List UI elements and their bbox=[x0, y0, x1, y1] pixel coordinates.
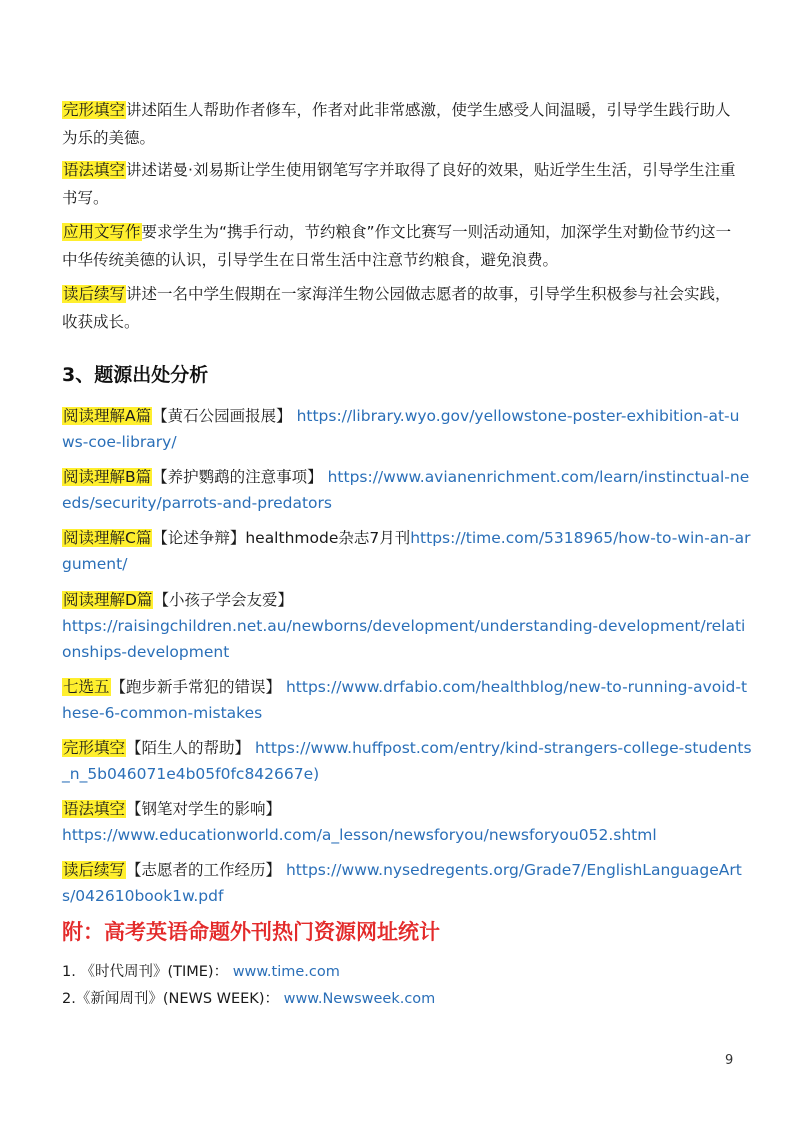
source-reading-c bbox=[62, 525, 752, 577]
source-seven-choose-five bbox=[62, 674, 752, 726]
summary-continuation bbox=[62, 280, 742, 336]
appendix-title: 附：高考英语命题外刊热门资源网址统计 bbox=[62, 920, 440, 944]
summary-text: 讲述一名中学生假期在一家海洋生物公园做志愿者的故事，引导学生积极参与社会实践，收获成长。 bbox=[62, 285, 731, 331]
magazine-label: 2.《新闻周刊》(NEWS WEEK)： bbox=[62, 991, 279, 1007]
source-cloze bbox=[62, 735, 752, 787]
tag-highlight: 完形填空 bbox=[63, 101, 126, 119]
source-title: 【论述争辩】healthmode杂志7月刊 bbox=[152, 529, 411, 547]
magazine-label: 1. 《时代周刊》(TIME)： bbox=[62, 964, 229, 980]
summary-grammar bbox=[62, 156, 742, 212]
magazine-link[interactable]: www.time.com bbox=[232, 964, 340, 980]
summary-writing bbox=[62, 218, 742, 274]
summary-cloze bbox=[62, 96, 742, 152]
source-title: 【钢笔对学生的影响】 bbox=[126, 800, 282, 818]
source-title: 【跑步新手常犯的错误】 bbox=[110, 678, 282, 696]
tag-highlight: 应用文写作 bbox=[63, 223, 141, 241]
magazine-item bbox=[62, 987, 435, 1011]
source-title: 【小孩子学会友爱】 bbox=[153, 591, 293, 609]
source-title: 【养护鹦鹉的注意事项】 bbox=[152, 468, 323, 486]
tag-highlight: 七选五 bbox=[63, 678, 110, 696]
source-link[interactable]: https://time.com/5318965/how-to-win-an-argument/ bbox=[62, 529, 751, 573]
tag-highlight: 完形填空 bbox=[63, 739, 126, 757]
tag-highlight: 阅读理解A篇 bbox=[63, 407, 152, 425]
tag-highlight: 阅读理解C篇 bbox=[63, 529, 152, 547]
source-title: 【陌生人的帮助】 bbox=[126, 739, 251, 757]
page-number: 9 bbox=[725, 1053, 734, 1068]
source-reading-d bbox=[62, 587, 752, 665]
tag-highlight: 语法填空 bbox=[63, 800, 126, 818]
section-title: 3、题源出处分析 bbox=[62, 364, 209, 386]
source-link[interactable]: https://www.educationworld.com/a_lesson/newsforyou/newsforyou052.shtml bbox=[62, 826, 657, 844]
source-link[interactable]: https://library.wyo.gov/yellowstone-poster-exhibition-at-uws-coe-library/ bbox=[62, 407, 740, 451]
summary-text: 要求学生为“携手行动，节约粮食”作文比赛写一则活动通知，加深学生对勤俭节约这一中华传统美德的认识，引导学生在日常生活中注意节约粮食，避免浪费。 bbox=[62, 223, 732, 269]
tag-highlight: 读后续写 bbox=[63, 861, 126, 879]
magazine-item bbox=[62, 960, 340, 984]
source-reading-b bbox=[62, 464, 752, 516]
source-continuation bbox=[62, 857, 752, 909]
summary-text: 讲述陌生人帮助作者修车，作者对此非常感激，使学生感受人间温暖，引导学生践行助人为乐的美德。 bbox=[62, 101, 731, 147]
source-link[interactable]: https://www.avianenrichment.com/learn/instinctual-needs/security/parrots-and-predators bbox=[62, 468, 750, 512]
summary-text: 讲述诺曼·刘易斯让学生使用钢笔写字并取得了良好的效果，贴近学生生活，引导学生注重书写。 bbox=[62, 161, 736, 207]
tag-highlight: 读后续写 bbox=[63, 285, 126, 303]
tag-highlight: 语法填空 bbox=[63, 161, 126, 179]
source-grammar bbox=[62, 796, 752, 848]
source-link[interactable]: https://raisingchildren.net.au/newborns/development/understanding-development/relationships-development bbox=[62, 617, 746, 661]
tag-highlight: 阅读理解B篇 bbox=[63, 468, 152, 486]
source-title: 【黄石公园画报展】 bbox=[152, 407, 292, 425]
source-link[interactable]: https://www.nysedregents.org/Grade7/EnglishLanguageArts/042610book1w.pdf bbox=[62, 861, 742, 905]
tag-highlight: 阅读理解D篇 bbox=[63, 591, 153, 609]
source-link[interactable]: https://www.huffpost.com/entry/kind-strangers-college-students_n_5b046071e4b05f0fc842667e) bbox=[62, 739, 752, 783]
magazine-link[interactable]: www.Newsweek.com bbox=[283, 991, 436, 1007]
source-reading-a bbox=[62, 403, 752, 455]
source-link[interactable]: https://www.drfabio.com/healthblog/new-to-running-avoid-these-6-common-mistakes bbox=[62, 678, 748, 722]
source-title: 【志愿者的工作经历】 bbox=[126, 861, 282, 879]
